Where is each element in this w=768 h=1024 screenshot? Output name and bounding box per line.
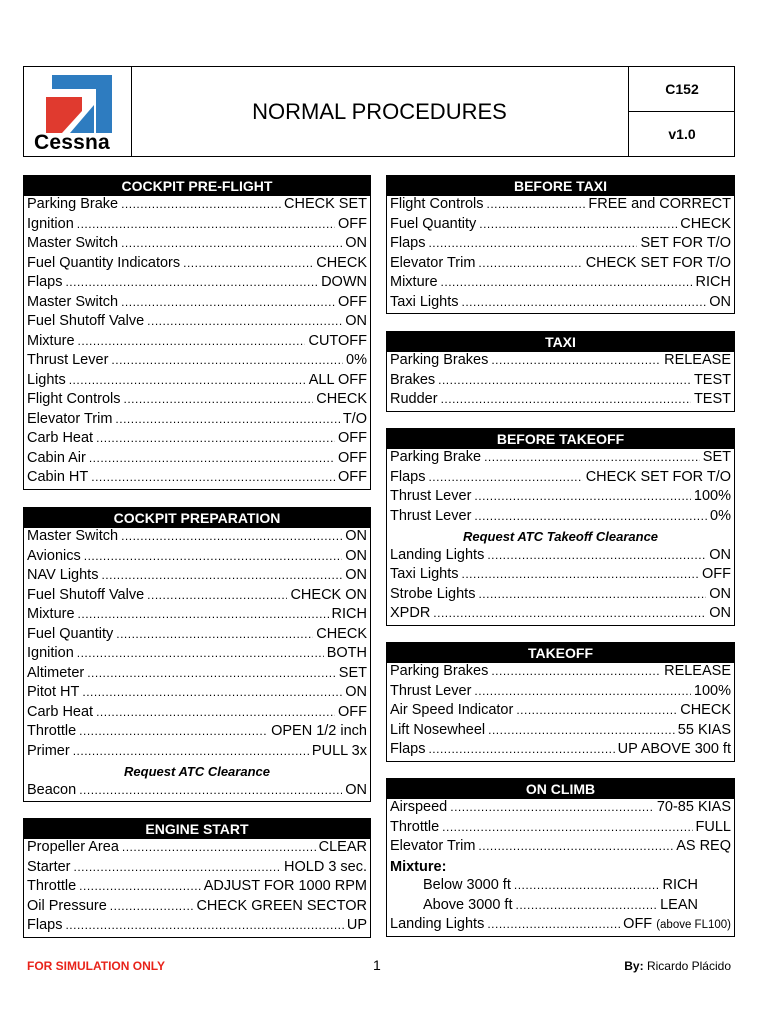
leader-dots (77, 217, 335, 231)
checklist-row (24, 235, 370, 255)
section-cockpit-preparation (23, 507, 371, 802)
checklist-value: RELEASE (664, 663, 731, 679)
leader-dots (474, 489, 691, 503)
simulation-disclaimer: FOR SIMULATION ONLY (27, 959, 165, 973)
value-note: (above FL100) (656, 919, 731, 931)
checklist-value: 100% (693, 682, 731, 699)
checklist-value: ON (345, 313, 367, 329)
checklist-item: Lift Nosewheel (390, 721, 486, 738)
checklist-value: TEST (693, 371, 731, 388)
checklist-row (24, 898, 370, 918)
checklist-item: Primer (27, 742, 70, 759)
checklist-value: SET FOR T/O (640, 235, 731, 251)
section-title: COCKPIT PREPARATION (24, 508, 370, 528)
checklist-list (387, 547, 734, 625)
checklist-row (387, 547, 734, 567)
leader-dots (78, 607, 329, 621)
checklist-row (24, 255, 370, 275)
checklist-value: CHECK SET (284, 196, 367, 212)
checklist-value: CLEAR (318, 839, 367, 855)
checklist-list (387, 799, 734, 858)
leader-dots (441, 275, 693, 289)
leader-dots (516, 898, 658, 912)
checklist-list (24, 839, 370, 937)
checklist-value: ON (345, 567, 367, 583)
checklist-item: Thrust Lever (390, 488, 472, 504)
leader-dots (478, 587, 706, 601)
leader-dots (474, 684, 691, 698)
leader-dots (73, 744, 309, 758)
checklist-list (387, 663, 734, 761)
checklist-item: Throttle (27, 723, 77, 739)
checklist-item: Air Speed Indicator (390, 702, 514, 718)
checklist-item: Starter (27, 858, 71, 875)
checklist-row (387, 702, 734, 722)
checklist-value: PULL 3x (311, 742, 367, 759)
leader-dots (438, 373, 691, 387)
aircraft-type: C152 (629, 67, 735, 112)
checklist-value: T/O (342, 410, 367, 427)
checklist-item: Below 3000 ft (423, 877, 511, 893)
checklist-item: Beacon (27, 781, 77, 798)
checklist-item: Cabin HT (27, 469, 89, 485)
leader-dots (428, 742, 614, 756)
checklist-value: ON (709, 546, 731, 563)
checklist-row (24, 839, 370, 859)
checklist-row (387, 196, 734, 216)
leader-dots (82, 685, 342, 699)
checklist-row (387, 391, 734, 411)
checklist-row (24, 606, 370, 626)
checklist-row (387, 663, 734, 683)
checklist-row (387, 566, 734, 586)
checklist-item: Parking Brakes (390, 663, 489, 679)
logo-cell (24, 67, 132, 156)
checklist-row (24, 469, 370, 489)
checklist-value: FULL (695, 818, 731, 835)
leader-dots (183, 256, 313, 270)
checklist-item: Fuel Shutoff Valve (27, 313, 145, 329)
checklist-value: 0% (710, 507, 731, 524)
leader-dots (478, 839, 673, 853)
checklist-item: Fuel Quantity (390, 215, 477, 232)
leader-dots (450, 800, 654, 814)
checklist-value: ALL OFF (308, 371, 367, 388)
checklist-value: ON (345, 684, 367, 700)
checklist-row (387, 877, 734, 897)
leader-dots (441, 392, 691, 406)
page-number: 1 (373, 957, 381, 973)
section-takeoff (386, 642, 735, 762)
checklist-value: RICH (331, 606, 367, 622)
checklist-row (24, 626, 370, 646)
section-title: TAXI (387, 332, 734, 352)
checklist-value: CHECK (680, 215, 731, 232)
leader-dots (484, 450, 700, 464)
author-name: Ricardo Plácido (646, 959, 731, 973)
leader-dots (69, 373, 306, 387)
checklist-row (24, 587, 370, 607)
leader-dots (428, 470, 582, 484)
leader-dots (462, 567, 699, 581)
leader-dots (442, 820, 692, 834)
leader-dots (91, 470, 335, 484)
leader-dots (121, 295, 335, 309)
checklist-value: LEAN (660, 896, 698, 913)
checklist-row (24, 723, 370, 743)
checklist-item: Altimeter (27, 664, 85, 681)
checklist-row (24, 684, 370, 704)
leader-dots (79, 879, 201, 893)
checklist-item: Rudder (390, 391, 438, 407)
checklist-row (387, 352, 734, 372)
checklist-value: OFF (338, 703, 367, 720)
checklist-value: OFF (338, 215, 367, 232)
leader-dots (428, 236, 637, 250)
checklist-value: CHECK (316, 625, 367, 642)
leader-dots (462, 295, 707, 309)
checklist-item: Strobe Lights (390, 585, 476, 602)
checklist-item: Flaps (27, 274, 63, 290)
checklist-row (24, 313, 370, 333)
section-title: ON CLIMB (387, 779, 734, 799)
leader-dots (433, 606, 706, 620)
atc-takeoff-note: Request ATC Takeoff Clearance (462, 529, 659, 544)
checklist-row (387, 819, 734, 839)
checklist-item: Airspeed (390, 799, 448, 815)
checklist-row (24, 196, 370, 216)
checklist-item: Thrust Lever (390, 682, 472, 699)
checklist-list (387, 877, 734, 916)
checklist-list (24, 196, 370, 489)
leader-dots (147, 314, 342, 328)
checklist-list (387, 196, 734, 313)
leader-dots (147, 588, 287, 602)
page-title: NORMAL PROCEDURES (252, 98, 507, 124)
checklist-value: CHECK (316, 391, 367, 407)
leader-dots (486, 197, 585, 211)
checklist-value: SET (338, 664, 367, 681)
checklist-item: Ignition (27, 215, 74, 232)
atc-clearance-note: Request ATC Clearance (124, 764, 270, 779)
checklist-value: UP (346, 917, 367, 933)
checklist-value: BOTH (326, 645, 367, 661)
checklist-row (24, 352, 370, 372)
checklist-row (24, 704, 370, 724)
checklist-row (24, 372, 370, 392)
leader-dots (111, 353, 343, 367)
checklist-item: Fuel Shutoff Valve (27, 586, 145, 603)
checklist-value (623, 916, 731, 932)
checklist-row (387, 741, 734, 761)
checklist-value: RICH (662, 877, 698, 893)
leader-dots (89, 451, 335, 465)
checklist-row (24, 391, 370, 411)
section-title: ENGINE START (24, 819, 370, 839)
checklist-item: Lights (27, 371, 66, 388)
doc-version: v1.0 (668, 126, 696, 142)
section-title: COCKPIT PRE-FLIGHT (24, 176, 370, 196)
checklist-value: OFF (702, 566, 731, 582)
checklist-item: Master Switch (27, 528, 119, 544)
checklist-row (387, 469, 734, 489)
checklist-row (387, 235, 734, 255)
checklist-item: Mixture (27, 332, 75, 349)
checklist-row (387, 897, 734, 917)
checklist-row (387, 683, 734, 703)
checklist-item: Elevator Trim (27, 410, 113, 427)
leader-dots (121, 236, 342, 250)
section-title: TAKEOFF (387, 643, 734, 663)
checklist-row (24, 411, 370, 431)
checklist-value: AS REQ (676, 838, 731, 854)
leader-dots (65, 275, 318, 289)
leader-dots (116, 627, 313, 641)
leader-dots (87, 666, 336, 680)
checklist-row (387, 449, 734, 469)
checklist-item: Parking Brake (27, 196, 119, 212)
section-title: BEFORE TAXI (387, 176, 734, 196)
checklist-row (387, 372, 734, 392)
checklist-item: Carb Heat (27, 703, 94, 720)
checklist-value: ON (345, 528, 367, 544)
leader-dots (101, 568, 342, 582)
checklist-value: ON (345, 235, 367, 251)
author-credit (624, 959, 731, 973)
checklist-list (24, 528, 370, 762)
section-title: BEFORE TAKEOFF (387, 429, 734, 449)
leader-dots (74, 860, 281, 874)
checklist-value: 55 KIAS (677, 721, 731, 738)
checklist-item: Master Switch (27, 293, 119, 310)
checklist-row (24, 859, 370, 879)
checklist-list (387, 352, 734, 411)
checklist-value: ON (709, 293, 731, 310)
checklist-item: Elevator Trim (390, 838, 476, 854)
section-before-taxi (386, 175, 735, 314)
checklist-value: CHECK GREEN SECTOR (196, 897, 367, 914)
checklist-item: Fuel Quantity Indicators (27, 254, 181, 271)
leader-dots (514, 878, 660, 892)
checklist-row (387, 916, 734, 936)
author-label: By: (624, 959, 644, 973)
checklist-row (24, 216, 370, 236)
section-before-takeoff (386, 428, 735, 626)
value-text: OFF (623, 916, 653, 932)
checklist-row (24, 878, 370, 898)
checklist-value: CUTOFF (308, 332, 367, 349)
leader-dots (65, 918, 343, 932)
leader-dots (79, 724, 268, 738)
checklist-item: Flight Controls (390, 196, 484, 212)
leader-dots (84, 549, 343, 563)
checklist-item: Landing Lights (390, 546, 485, 563)
checklist-value: OFF (338, 293, 367, 310)
checklist-item: Pitot HT (27, 684, 80, 700)
checklist-row (387, 274, 734, 294)
checklist-value: CHECK ON (290, 586, 367, 603)
checklist-row (24, 743, 370, 763)
leader-dots (110, 899, 194, 913)
checklist-item: Parking Brake (390, 449, 482, 465)
checklist-item: Oil Pressure (27, 897, 107, 914)
checklist-value: ON (345, 547, 367, 564)
checklist-item: Ignition (27, 645, 74, 661)
checklist-row (24, 528, 370, 548)
checklist-value: 100% (693, 488, 731, 504)
checklist-item: Flaps (390, 235, 426, 251)
checklist-row (387, 605, 734, 625)
checklist-item: XPDR (390, 605, 431, 621)
checklist-value: ADJUST FOR 1000 RPM (203, 878, 367, 894)
checklist-value: DOWN (321, 274, 367, 290)
mixture-subheading: Mixture: (390, 858, 447, 875)
checklist-item: Brakes (390, 371, 436, 388)
checklist-item: Taxi Lights (390, 293, 459, 310)
checklist-value: 0% (346, 352, 367, 368)
checklist-row (387, 586, 734, 606)
leader-dots (491, 353, 661, 367)
checklist-item: Cabin Air (27, 449, 86, 466)
checklist-item: Avionics (27, 547, 81, 564)
checklist-value: OPEN 1/2 inch (271, 723, 367, 739)
checklist-value: CHECK (680, 702, 731, 718)
leader-dots (96, 431, 335, 445)
checklist-item: Thrust Lever (27, 352, 109, 368)
checklist-item: Mixture (390, 274, 438, 290)
cessna-logo-icon (46, 75, 112, 133)
checklist-item: Flaps (27, 917, 63, 933)
document-header (23, 66, 735, 157)
checklist-row (387, 508, 734, 528)
section-engine-start (23, 818, 371, 938)
checklist-value: RICH (695, 274, 731, 290)
leader-dots (122, 840, 316, 854)
checklist-row (24, 274, 370, 294)
section-cockpit-preflight (23, 175, 371, 490)
checklist-value: CHECK (316, 254, 367, 271)
leader-dots (488, 723, 675, 737)
checklist-value: CHECK SET FOR T/O (585, 468, 731, 485)
leader-dots (491, 664, 661, 678)
checklist-item: NAV Lights (27, 567, 99, 583)
checklist-item: Parking Brakes (390, 352, 489, 368)
checklist-item: Throttle (390, 818, 440, 835)
checklist-row (387, 294, 734, 314)
checklist-value: TEST (693, 391, 731, 407)
checklist-row (24, 665, 370, 685)
leader-dots (78, 334, 306, 348)
checklist-item: Taxi Lights (390, 566, 459, 582)
leader-dots (96, 705, 335, 719)
section-on-climb (386, 778, 735, 937)
checklist-value: ON (709, 605, 731, 621)
checklist-row (24, 430, 370, 450)
checklist-value: RELEASE (664, 352, 731, 368)
leader-dots (479, 217, 677, 231)
leader-dots (487, 917, 620, 931)
checklist-value: SET (702, 449, 731, 465)
checklist-row (387, 216, 734, 236)
checklist-row (387, 488, 734, 508)
leader-dots (115, 412, 339, 426)
checklist-item: Propeller Area (27, 839, 119, 855)
checklist-row (387, 722, 734, 742)
leader-dots (79, 783, 342, 797)
checklist-row (387, 255, 734, 275)
leader-dots (121, 529, 342, 543)
checklist-item: Flight Controls (27, 391, 121, 407)
checklist-item: Flaps (390, 741, 426, 757)
checklist-value: ON (709, 585, 731, 602)
logo-text: Cessna (34, 131, 110, 154)
checklist-item: Fuel Quantity (27, 625, 114, 642)
checklist-row (387, 799, 734, 819)
leader-dots (474, 509, 707, 523)
checklist-item: Elevator Trim (390, 254, 476, 271)
checklist-item: Thrust Lever (390, 507, 472, 524)
checklist-item: Above 3000 ft (423, 896, 513, 913)
checklist-value: ON (345, 781, 367, 798)
leader-dots (478, 256, 582, 270)
checklist-row (24, 917, 370, 937)
checklist-value: OFF (338, 430, 367, 446)
checklist-row (24, 782, 370, 802)
checklist-row (24, 333, 370, 353)
checklist-item: Carb Heat (27, 430, 94, 446)
checklist-row (24, 450, 370, 470)
checklist-value: HOLD 3 sec. (284, 858, 367, 875)
checklist-item: Throttle (27, 878, 77, 894)
section-taxi (386, 331, 735, 412)
checklist-value: UP ABOVE 300 ft (617, 741, 731, 757)
checklist-item: Master Switch (27, 235, 119, 251)
checklist-row (24, 548, 370, 568)
checklist-value: FREE and CORRECT (588, 196, 731, 212)
checklist-value: CHECK SET FOR T/O (585, 254, 731, 271)
leader-dots (123, 392, 313, 406)
checklist-value: 70-85 KIAS (656, 799, 731, 815)
checklist-value: OFF (338, 469, 367, 485)
leader-dots (487, 548, 706, 562)
checklist-item: Flaps (390, 468, 426, 485)
checklist-row (24, 294, 370, 314)
checklist-row (24, 645, 370, 665)
leader-dots (77, 646, 324, 660)
checklist-row (387, 838, 734, 858)
checklist-item: Landing Lights (390, 916, 485, 932)
checklist-row (24, 567, 370, 587)
leader-dots (121, 197, 281, 211)
leader-dots (516, 703, 677, 717)
checklist-value: OFF (338, 449, 367, 466)
checklist-list (387, 449, 734, 527)
doc-meta (628, 67, 735, 156)
checklist-item: Mixture (27, 606, 75, 622)
